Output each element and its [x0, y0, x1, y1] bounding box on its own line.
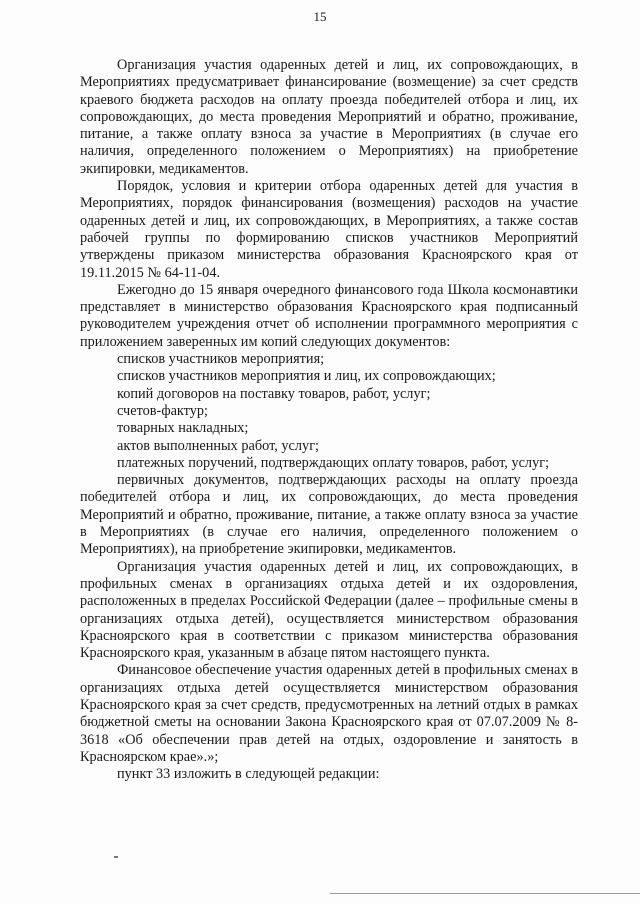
- list-item-participant-lists: списков участников мероприятия;: [117, 351, 325, 368]
- paragraph-annual-report: Ежегодно до 15 января очередного финансового года Школа космонавтики представляет в министерство образования Красноярского края подписанный руководителем учреждения отчет об исполнении программного мероприятия с приложением заверенных им копий следующих документов:: [80, 281, 578, 350]
- list-item-acts: актов выполненных работ, услуг;: [117, 437, 320, 454]
- page-number: 15: [313, 9, 327, 24]
- scan-artifact-line: [330, 893, 640, 894]
- document-body: [80, 57, 578, 783]
- paragraph-funding: Организация участия одаренных детей и лиц, их сопровождающих, в Мероприятиях предусматривает финансирование (возмещение) за счет средств краевого бюджета расходов на оплату проезда победителей отбора и лиц, их сопровождающих, до места проведения Мероприятий и обратно, проживание, питание, а также оплату взноса за участие в Мероприятиях (в случае его наличия, определенного положением о Мероприятиях) на приобретение экипировки, медикаментов.: [80, 57, 578, 177]
- paragraph-profile-shifts: Организация участия одаренных детей и лиц, их сопровождающих, в профильных сменах в организациях отдыха детей и их оздоровления, расположенных в пределах Российской Федерации (далее – профильные смены в организациях отдыха детей), осуществляется министерством образования Красноярского края в соответствии с приказом министерства образования Красноярского края, указанным в абзаце пятом настоящего пункта.: [80, 558, 578, 662]
- paragraph-financial-support: Финансовое обеспечение участия одаренных детей в профильных сменах в организациях отдыха детей осуществляется министерством образования Красноярского края за счет средств, предусмотренных на летний отдых в рамках бюджетной сметы на основании Закона Красноярского края от 07.07.2009 № 8-3618 «Об обеспечении прав детей на отдых, оздоровление и занятость в Красноярском крае».»;: [80, 662, 578, 765]
- list-item-payment-orders: платежных поручений, подтверждающих оплату товаров, работ, услуг;: [117, 454, 550, 471]
- paragraph-selection-procedure: Порядок, условия и критерии отбора одаренных детей для участия в Мероприятиях, порядок финансирования (возмещения) расходов на участие одаренных детей и лиц, их сопровождающих, в Мероприятиях, а также состав рабочей группы по формированию списков участников Мероприятий утверждены приказом министерства образования Красноярского края от 19.11.2015 № 64-11-04.: [80, 178, 578, 281]
- list-item-primary-documents: первичных документов, подтверждающих расходы на оплату проезда победителей отбора и лиц, их сопровождающих, до места проведения Мероприятий и обратно, проживание, питание, а также оплату взноса за участие в Мероприятиях (в случае его наличия, определенного положением о Мероприятиях), на приобретение экипировки, медикаментов.: [80, 472, 578, 558]
- list-item-invoices: счетов-фактур;: [117, 402, 209, 419]
- amendment-line: пункт 33 изложить в следующей редакции:: [117, 766, 380, 783]
- list-item-escort-lists: списков участников мероприятия и лиц, их сопровождающих;: [117, 368, 496, 385]
- list-item-contract-copies: копий договоров на поставку товаров, работ, услуг;: [117, 385, 431, 402]
- scan-artifact-dot: [114, 856, 118, 858]
- list-item-waybills: товарных накладных;: [117, 420, 249, 437]
